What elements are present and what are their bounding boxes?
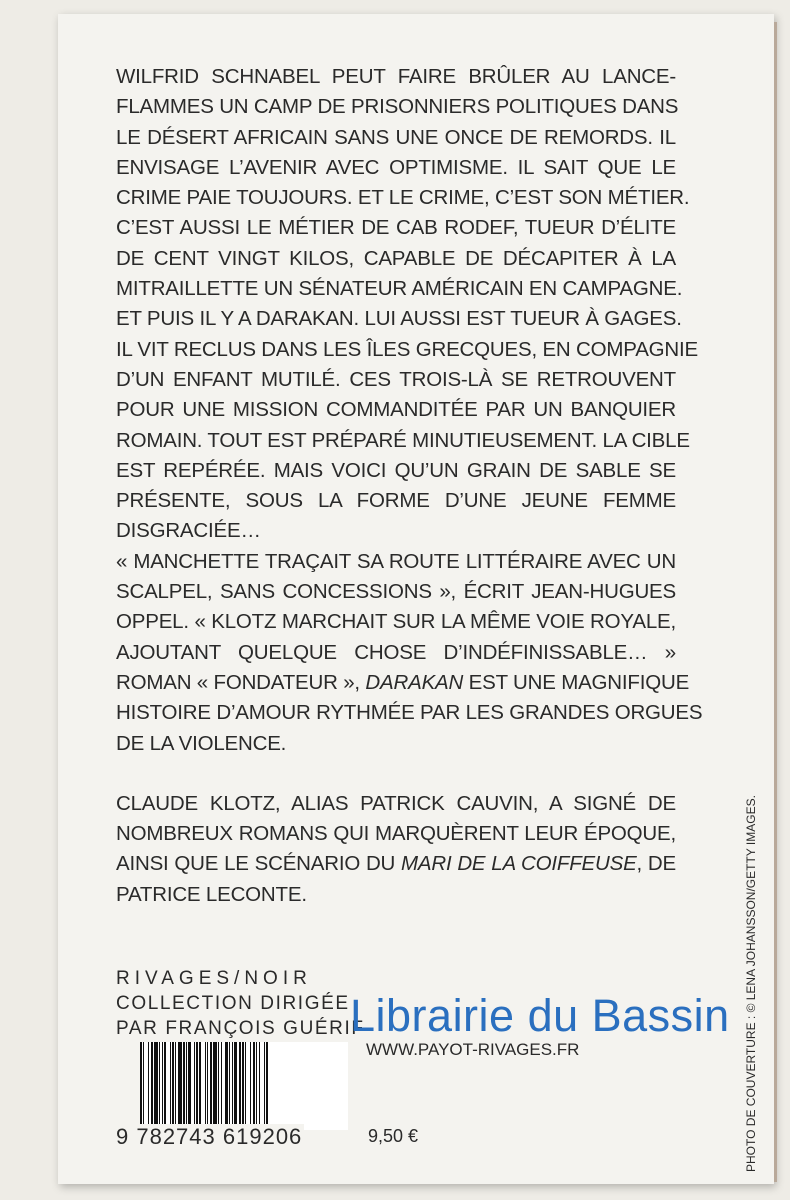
author-bio-fragment: , DE <box>636 852 676 876</box>
collection-director: PAR FRANÇOIS GUÉRIF <box>116 1018 365 1039</box>
blurb-line: FLAMMES UN CAMP DE PRISONNIERS POLITIQUES DANS <box>116 95 679 119</box>
quote-line <box>116 668 690 698</box>
price: 9,50 € <box>368 1126 419 1146</box>
quote-fragment: EST UNE MAGNIFIQUE <box>463 670 690 694</box>
blurb-line: POUR UNE MISSION COMMANDITÉE PAR UN BANQUIER <box>116 398 676 422</box>
author-bio-line: CLAUDE KLOTZ, ALIAS PATRICK CAUVIN, A SIGNÉ DE <box>116 791 676 815</box>
blurb-line: DE CENT VINGT KILOS, CAPABLE DE DÉCAPITER À LA <box>116 246 676 270</box>
author-bio-fragment: AINSI QUE LE SCÉNARIO DU <box>116 852 402 876</box>
blurb-line: C’EST AUSSI LE MÉTIER DE CAB RODEF, TUEUR D’ÉLITE <box>116 216 676 240</box>
blurb-line: D’UN ENFANT MUTILÉ. CES TROIS-LÀ SE RETROUVENT <box>116 367 676 391</box>
quote-fragment: ROMAN « FONDATEUR », <box>116 670 366 694</box>
blurb-line: DISGRACIÉE… <box>116 519 261 543</box>
book-title: DARAKAN <box>365 670 464 694</box>
collection-info <box>116 966 365 1041</box>
blurb-line: EST REPÉRÉE. MAIS VOICI QU’UN GRAIN DE SABLE SE <box>116 458 676 482</box>
photo-credit: PHOTO DE COUVERTURE : © LENA JOHANSSON/GETTY IMAGES. <box>744 795 758 1172</box>
quote-line: « MANCHETTE TRAÇAIT SA ROUTE LITTÉRAIRE AVEC UN <box>116 549 676 573</box>
barcode <box>140 1042 348 1130</box>
author-bio-line: NOMBREUX ROMANS QUI MARQUÈRENT LEUR ÉPOQUE, <box>116 822 676 846</box>
blurb-line: LE DÉSERT AFRICAIN SANS UNE ONCE DE REMORDS. IL <box>116 125 676 149</box>
collection-name: RIVAGES/NOIR <box>116 968 312 989</box>
quote-line: OPPEL. « KLOTZ MARCHAIT SUR LA MÊME VOIE ROYALE, <box>116 610 676 634</box>
blurb-line: ENVISAGE L’AVENIR AVEC OPTIMISME. IL SAIT QUE LE <box>116 155 676 179</box>
blurb-line: CRIME PAIE TOUJOURS. ET LE CRIME, C’EST SON MÉTIER. <box>116 186 690 210</box>
collection-director: COLLECTION DIRIGÉE <box>116 993 350 1014</box>
blurb-line: ET PUIS IL Y A DARAKAN. LUI AUSSI EST TUEUR À GAGES. <box>116 307 682 331</box>
blurb-line: PRÉSENTE, SOUS LA FORME D’UNE JEUNE FEMME <box>116 489 676 513</box>
quote-line: AJOUTANT QUELQUE CHOSE D’INDÉFINISSABLE… » <box>116 640 676 664</box>
barcode-number: 9 782743 619206 <box>116 1124 303 1149</box>
barcode-stripe <box>268 1042 270 1130</box>
author-bio-line: PATRICE LECONTE. <box>116 882 307 906</box>
author-bio-line <box>116 849 676 879</box>
blurb-text <box>116 62 703 910</box>
blurb-line: ROMAIN. TOUT EST PRÉPARÉ MINUTIEUSEMENT. LA CIBLE <box>116 428 690 452</box>
quote-line: HISTOIRE D’AMOUR RYTHMÉE PAR LES GRANDES ORGUES <box>116 701 703 725</box>
quote-line: DE LA VIOLENCE. <box>116 731 287 755</box>
book-edge <box>774 22 777 1182</box>
bookshop-watermark: Librairie du Bassin <box>350 990 730 1041</box>
publisher-url: WWW.PAYOT-RIVAGES.FR <box>366 1040 580 1059</box>
blurb-line: IL VIT RECLUS DANS LES ÎLES GRECQUES, EN COMPAGNIE <box>116 337 698 361</box>
film-title: MARI DE LA COIFFEUSE <box>401 852 637 876</box>
blurb-line: MITRAILLETTE UN SÉNATEUR AMÉRICAIN EN CAMPAGNE. <box>116 277 683 301</box>
quote-line: SCALPEL, SANS CONCESSIONS », ÉCRIT JEAN-HUGUES <box>116 580 676 604</box>
blurb-line: WILFRID SCHNABEL PEUT FAIRE BRÛLER AU LANCE- <box>116 65 676 88</box>
